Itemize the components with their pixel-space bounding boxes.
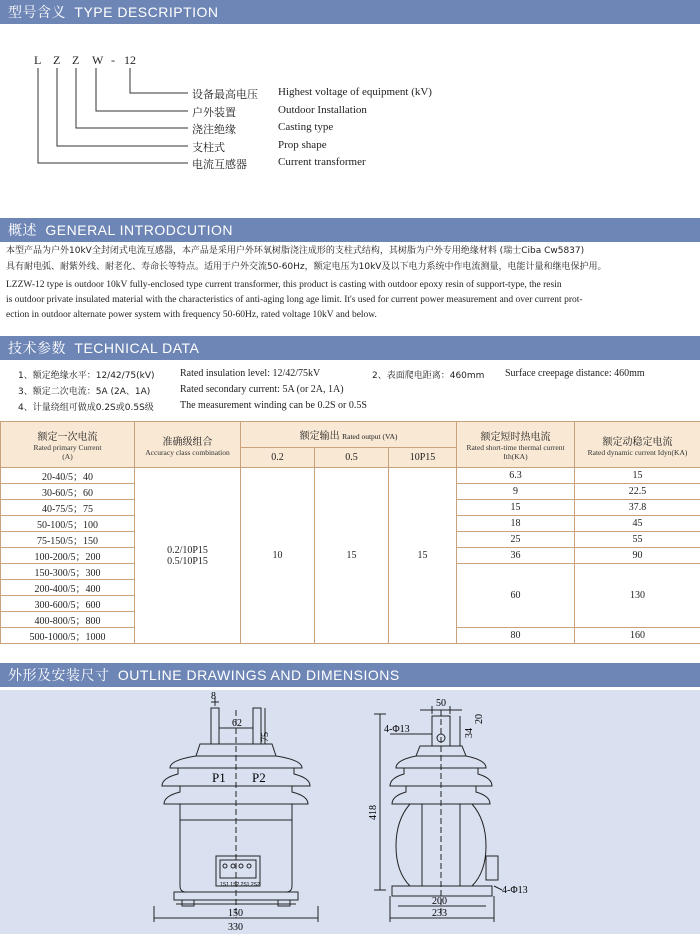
code-letter: W — [92, 53, 104, 67]
dim-418: 418 — [368, 805, 379, 820]
dim-75: 75 — [260, 732, 271, 742]
legend-zh: 支柱式 — [192, 141, 225, 154]
dim-62: 62 — [232, 718, 242, 729]
cell-class — [135, 468, 241, 644]
code-letter: Z — [72, 53, 80, 67]
header-out-10p15: 10P15 — [389, 448, 457, 468]
class-line: 0.2/10P15 — [167, 544, 208, 556]
cell-thermal: 60 — [457, 564, 575, 628]
section-title-en: TYPE DESCRIPTION — [74, 4, 219, 20]
cell-dynamic: 160 — [575, 628, 700, 644]
cell-thermal: 9 — [457, 484, 575, 500]
cell-primary: 100-200/5；200 — [1, 548, 135, 564]
section-title-en: GENERAL INTRODCUTION — [45, 222, 233, 238]
header-primary — [1, 422, 135, 468]
header-output-zh: 额定输出 — [299, 431, 340, 442]
header-thermal-zh: 额定短时热电流 — [480, 432, 551, 443]
cell-thermal: 25 — [457, 532, 575, 548]
hole-base: 4-Φ13 — [502, 885, 528, 896]
cell-primary: 30-60/5；60 — [1, 484, 135, 500]
legend-zh: 设备最高电压 — [192, 88, 258, 101]
legend-en: Outdoor Installation — [278, 104, 367, 116]
cell-dynamic: 37.8 — [575, 500, 700, 516]
dim-8: 8 — [211, 691, 216, 702]
code-letter: Z — [53, 53, 61, 67]
header-thermal-en: Rated short-time thermal current Ith(KA) — [466, 443, 565, 461]
section-title-zh: 外形及安装尺寸 — [8, 667, 110, 683]
dim-50: 50 — [436, 698, 446, 709]
general-en-line3: ection in outdoor alternate power system with frequency 50-60Hz, rated voltage 10kV and below. — [6, 310, 377, 320]
general-zh-line2: 具有耐电弧、耐紫外线、耐老化、寿命长等特点。适用于户外交流50-60Hz，额定电压为10kV及以下电力系统中作电流测量，电能计量和继电保护用。 — [6, 262, 607, 272]
legend-zh: 电流互感器 — [192, 158, 247, 171]
cell-thermal: 15 — [457, 500, 575, 516]
cell-primary: 50-100/5；100 — [1, 516, 135, 532]
cell-out-05: 15 — [315, 468, 389, 644]
cell-out-10p15: 15 — [389, 468, 457, 644]
tech-item2-en: Surface creepage distance: 460mm — [505, 368, 645, 379]
header-class — [135, 422, 241, 468]
hole-top: 4-Φ13 — [384, 724, 410, 735]
code-leader-lines — [0, 0, 200, 175]
label-p2: P2 — [252, 770, 266, 785]
cell-thermal: 6.3 — [457, 468, 575, 484]
header-dynamic-en: Rated dynamic current Idyn(KA) — [587, 447, 688, 457]
cell-primary: 300-600/5；600 — [1, 596, 135, 612]
section-title-zh: 概述 — [8, 222, 37, 238]
cell-dynamic: 22.5 — [575, 484, 700, 500]
legend-en: Casting type — [278, 121, 334, 133]
header-thermal — [457, 422, 575, 468]
tech-item1-zh: 1、额定绝缘水平：12/42/75(kV) — [18, 371, 155, 381]
cell-primary: 150-300/5；300 — [1, 564, 135, 580]
legend-zh: 浇注绝缘 — [192, 123, 236, 136]
section-header-general — [0, 218, 700, 242]
cell-primary: 40-75/5；75 — [1, 500, 135, 516]
cell-primary: 20-40/5；40 — [1, 468, 135, 484]
section-title-zh: 技术参数 — [8, 340, 66, 356]
legend-zh: 户外装置 — [192, 106, 236, 119]
general-en-line1: LZZW-12 type is outdoor 10kV fully-enclosed type current transformer, this product is casting with outdoor epoxy resin of support-type, the resin — [6, 280, 562, 290]
cell-thermal: 18 — [457, 516, 575, 532]
code-letter: - — [111, 53, 115, 67]
tech-item1-en: Rated insulation level: 12/42/75kV — [180, 368, 321, 379]
header-out-02: 0.2 — [241, 448, 315, 468]
section-header-technical — [0, 336, 700, 360]
dim-150: 150 — [228, 908, 243, 919]
dim-233: 233 — [432, 908, 447, 919]
dim-200: 200 — [432, 896, 447, 907]
legend-en: Prop shape — [278, 139, 327, 151]
tech-item4-en: The measurement winding can be 0.2S or 0.5S — [180, 400, 367, 411]
header-dynamic-zh: 额定动稳定电流 — [602, 436, 673, 448]
section-title-en: OUTLINE DRAWINGS AND DIMENSIONS — [117, 667, 400, 683]
cell-primary: 500-1000/5；1000 — [1, 628, 135, 644]
header-dynamic — [575, 422, 700, 468]
section-title-zh: 型号含义 — [8, 4, 66, 20]
class-line: 0.5/10P15 — [167, 555, 208, 567]
front-view-drawing — [140, 690, 360, 934]
cell-dynamic: 15 — [575, 468, 700, 484]
outline-drawing-area — [0, 690, 700, 934]
tech-item2-zh: 2、表面爬电距离：460mm — [372, 371, 485, 381]
tech-item4-zh: 4、计量绕组可做成0.2S或0.5S级 — [18, 403, 154, 413]
legend-en: Current transformer — [278, 156, 366, 168]
dim-34: 34 — [464, 728, 475, 738]
cell-dynamic: 90 — [575, 548, 700, 564]
header-output-en: Rated output (VA) — [342, 432, 398, 441]
dim-20: 20 — [474, 714, 485, 724]
legend-en: Highest voltage of equipment (kV) — [278, 86, 432, 98]
code-letter: 12 — [124, 53, 136, 67]
dim-330: 330 — [228, 922, 243, 933]
cell-out-02: 10 — [241, 468, 315, 644]
code-letter: L — [34, 53, 42, 67]
cell-primary: 75-150/5；150 — [1, 532, 135, 548]
cell-primary: 200-400/5；400 — [1, 580, 135, 596]
cell-dynamic: 130 — [575, 564, 700, 628]
header-class-zh: 准确级组合 — [162, 436, 213, 448]
label-p1: P1 — [212, 770, 226, 785]
cell-dynamic: 55 — [575, 532, 700, 548]
side-view-drawing — [360, 690, 560, 934]
general-zh-line1: 本型产品为户外10kV全封闭式电流互感器，本产品是采用户外环氧树脂浇注成形的支柱式结构，其树脂为户外专用绝缘材料 (瑞士Ciba Cw5837) — [6, 246, 585, 256]
cell-dynamic: 45 — [575, 516, 700, 532]
header-out-05: 0.5 — [315, 448, 389, 468]
terminal-labels: 1S1 1S2 2S1 2S2 — [220, 882, 260, 888]
cell-thermal: 80 — [457, 628, 575, 644]
tech-item3-en: Rated secondary current: 5A (or 2A, 1A) — [180, 384, 344, 395]
general-en-line2: is outdoor private insulated material with the characteristics of anti-aging long age limit. It's used for current power measurement and over current prot- — [6, 295, 583, 305]
header-primary-zh: 额定一次电流 — [37, 432, 98, 443]
section-header-outline — [0, 663, 700, 687]
header-primary-unit: (A) — [62, 452, 73, 461]
cell-primary: 400-800/5；800 — [1, 612, 135, 628]
tech-item3-zh: 3、额定二次电流：5A (2A、1A) — [18, 387, 151, 397]
cell-thermal: 36 — [457, 548, 575, 564]
section-title-en: TECHNICAL DATA — [74, 340, 200, 356]
rating-table — [0, 421, 700, 644]
header-output — [241, 422, 457, 448]
header-primary-en: Rated primary Current — [33, 443, 102, 452]
header-class-en: Accuracy class combination — [145, 447, 230, 457]
